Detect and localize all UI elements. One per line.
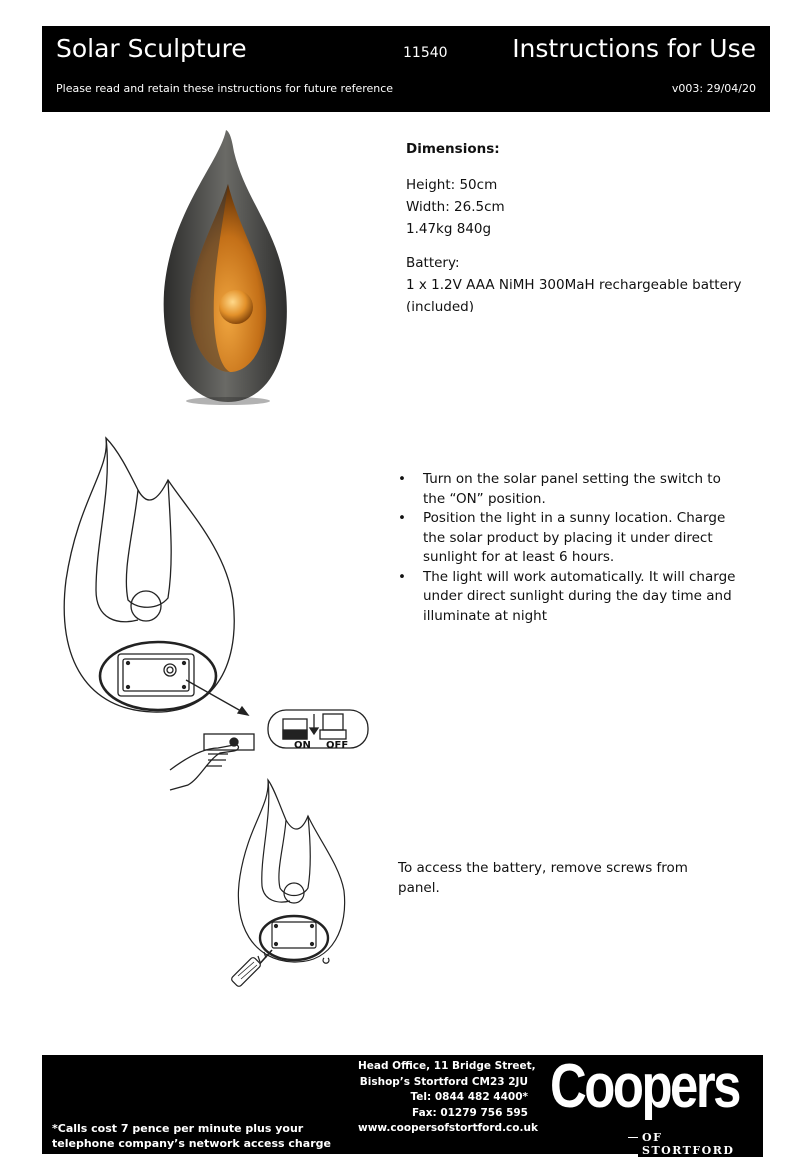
address-line: Head Office, 11 Bridge Street, [358,1060,536,1072]
website-link[interactable]: www.coopersofstortford.co.uk [358,1122,538,1134]
bullet-icon: • [398,510,406,526]
list-item: • Position the light in a sunny location. Charge the solar product by placing it under direct sunlight for at least 6 hours. [398,510,726,565]
battery-spec: 1 x 1.2V AAA NiMH 300MaH rechargeable battery [406,277,742,293]
list-item: • Turn on the solar panel setting the switch to the “ON” position. [398,471,721,507]
phone-number: Tel: 0844 482 4400* [410,1091,528,1103]
header-bar [42,26,770,112]
switch-off-label: OFF [326,740,349,751]
bullet-icon: • [398,471,406,487]
instruction-list [398,470,743,626]
weight-value: 1.47kg 840g [406,221,492,237]
version-date: v003: 29/04/20 [671,82,756,95]
battery-label: Battery: [406,255,460,271]
product-photo [150,122,300,412]
screwdriver-diagram [228,776,368,991]
product-code: 11540 [403,45,448,61]
coopers-logo [548,1052,763,1157]
call-charge-note: *Calls cost 7 pence per minute plus your telephone company’s network access charge [52,1122,331,1150]
battery-included: (included) [406,299,475,312]
instructions-heading: Instructions for Use [512,34,756,63]
dimensions-label: Dimensions: [406,141,500,157]
product-title: Solar Sculpture [56,34,247,63]
footer-bar [42,1052,763,1157]
logo-subtitle: OF STORTFORD [638,1131,763,1157]
fax-number: Fax: 01279 756 595 [412,1106,528,1119]
width-value: Width: 26.5cm [406,199,505,215]
logo-wordmark: Coopers [550,1052,739,1121]
list-item: • The light will work automatically. It will charge under direct sunlight during the day time and illuminate at night [398,568,736,624]
height-value: Height: 50cm [406,177,498,193]
switch-on-label: ON [294,740,311,751]
battery-access-note: To access the battery, remove screws from panel. [398,860,688,896]
dimensions-block [406,138,741,312]
head-office-address [358,1059,538,1137]
retain-notice: Please read and retain these instructions for future reference [56,82,394,95]
address-line: Bishop’s Stortford CM23 2JU [359,1075,528,1088]
bullet-icon: • [398,568,406,585]
